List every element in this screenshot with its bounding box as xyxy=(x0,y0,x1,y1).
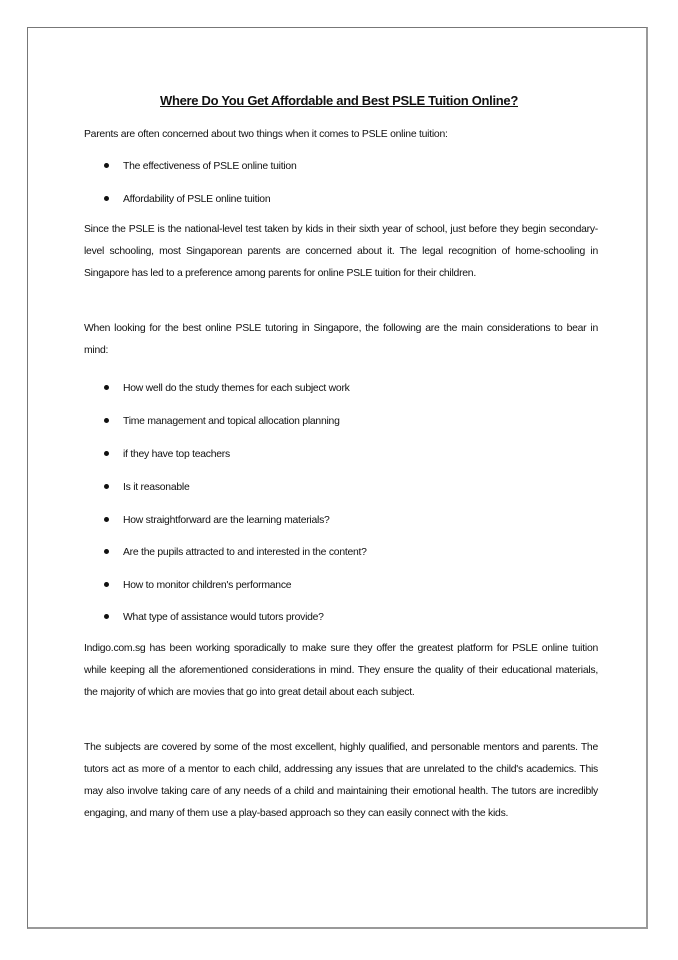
bullet-icon xyxy=(104,451,109,456)
list-item-text: Affordability of PSLE online tuition xyxy=(123,194,271,205)
document-title xyxy=(0,93,678,108)
list-item-text: if they have top teachers xyxy=(123,449,230,460)
bullet-icon xyxy=(104,549,109,554)
list-item xyxy=(104,193,270,207)
bullet-icon xyxy=(104,484,109,489)
list-item xyxy=(104,382,350,396)
paragraph-tutors: The subjects are covered by some of the most excellent, highly qualified, and personable mentors and parents. The tutors act as more of a mentor to each child, addressing any issues that are unrelated to the child's academics. This may also involve taking care of any needs of a child and maintaining their emotional health. The tutors are incredibly engaging, and many of them use a play-based approach so they can easily connect with the kids. xyxy=(84,742,598,819)
list-item-text: How well do the study themes for each subject work xyxy=(123,383,350,394)
list-item xyxy=(104,514,330,528)
bullet-icon xyxy=(104,614,109,619)
list-item-text: How to monitor children's performance xyxy=(123,580,292,591)
bullet-icon xyxy=(104,163,109,168)
list-item-text: Is it reasonable xyxy=(123,482,190,493)
list-item-text: Time management and topical allocation planning xyxy=(123,416,340,427)
bullet-icon xyxy=(104,517,109,522)
list-item xyxy=(104,611,324,625)
list-item xyxy=(104,448,230,462)
list-item-text: What type of assistance would tutors provide? xyxy=(123,612,324,623)
paragraph-indigo: Indigo.com.sg has been working sporadically to make sure they offer the greatest platform for PSLE online tuition while keeping all the aforementioned considerations in mind. They ensure the quality of their educational materials, the majority of which are movies that go into great detail about each subject. xyxy=(84,643,598,698)
list-item-text: Are the pupils attracted to and interested in the content? xyxy=(123,547,367,558)
list-item-text: How straightforward are the learning materials? xyxy=(123,515,330,526)
list-item-text: The effectiveness of PSLE online tuition xyxy=(123,161,297,172)
paragraph-psle: Since the PSLE is the national-level test taken by kids in their sixth year of school, just before they begin secondary-level schooling, most Singaporean parents are concerned about it. The legal recognition of home-schooling in Singapore has led to a preference among parents for online PSLE tuition for their children. xyxy=(84,224,598,279)
bullet-icon xyxy=(104,582,109,587)
list-item xyxy=(104,579,291,593)
intro-paragraph: Parents are often concerned about two things when it comes to PSLE online tuition: xyxy=(84,129,448,140)
bullet-icon xyxy=(104,196,109,201)
bullet-icon xyxy=(104,418,109,423)
bullet-icon xyxy=(104,385,109,390)
list-item xyxy=(104,160,297,174)
list-item xyxy=(104,546,367,560)
paragraph-considerations: When looking for the best online PSLE tutoring in Singapore, the following are the main considerations to bear in mind: xyxy=(84,323,598,356)
list-item xyxy=(104,415,340,429)
list-item xyxy=(104,481,189,495)
title-text: Where Do You Get Affordable and Best PSLE Tuition Online? xyxy=(160,93,518,108)
